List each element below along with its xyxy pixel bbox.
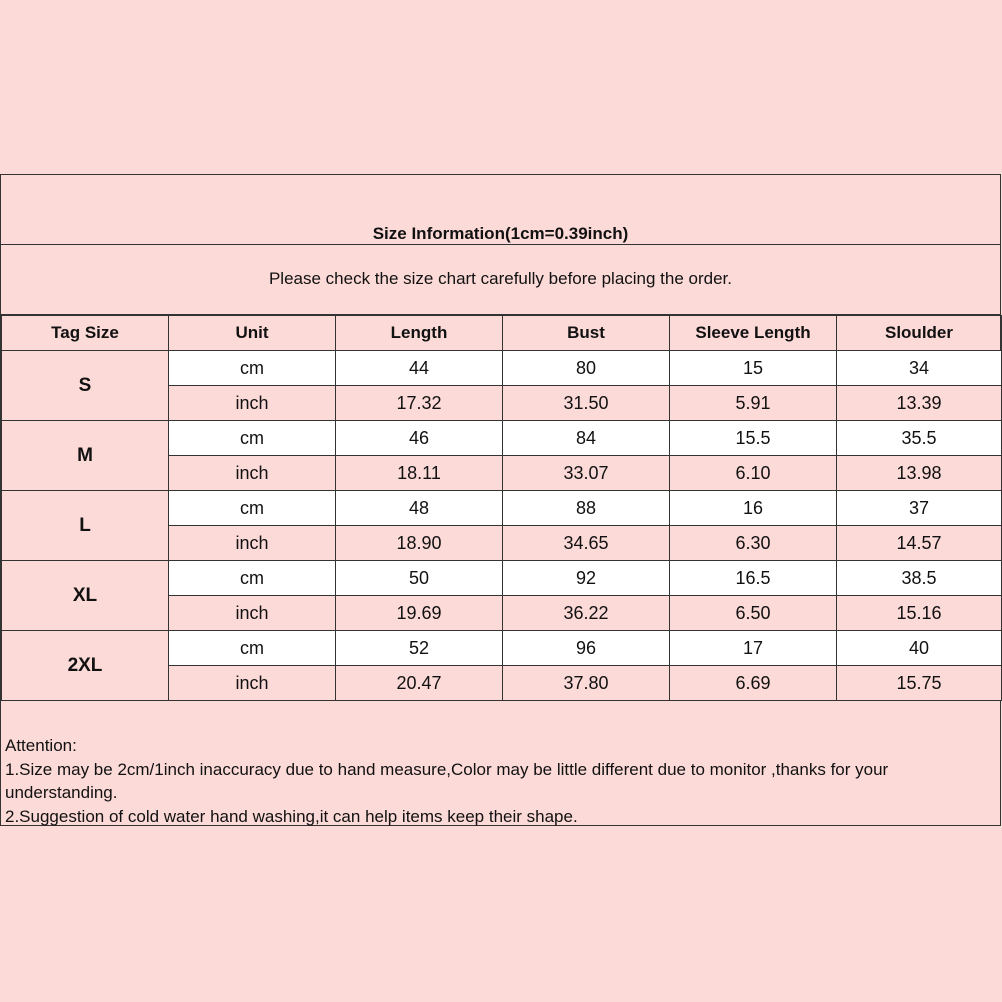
tag-size-2xl: 2XL [2,631,169,701]
unit-cell: inch [169,596,336,631]
bust-cell: 92 [503,561,670,596]
length-cell: 17.32 [336,386,503,421]
size-chart-sheet [0,174,1001,826]
length-cell: 44 [336,351,503,386]
attention-note-1: 1.Size may be 2cm/1inch inaccuracy due to hand measure,Color may be little different due to monitor ,thanks for your understanding. [5,759,889,802]
unit-cell: cm [169,351,336,386]
notice-row [1,245,1000,315]
tag-size-l: L [2,491,169,561]
size-table [1,315,1002,701]
unit-cell: cm [169,631,336,666]
sleeve-length-cell: 6.30 [670,526,837,561]
bust-cell: 31.50 [503,386,670,421]
length-cell: 20.47 [336,666,503,701]
tag-size-m: M [2,421,169,491]
bust-cell: 84 [503,421,670,456]
header-bust: Bust [503,316,670,351]
tag-size-s: S [2,351,169,421]
title-row [1,175,1000,245]
unit-cell: inch [169,666,336,701]
attention-heading: Attention: [5,736,77,755]
bust-cell: 80 [503,351,670,386]
unit-cell: inch [169,386,336,421]
size-chart-title: Size Information(1cm=0.39inch) [372,224,629,243]
shoulder-cell: 15.16 [837,596,1002,631]
bust-cell: 96 [503,631,670,666]
shoulder-cell: 38.5 [837,561,1002,596]
sleeve-length-cell: 15.5 [670,421,837,456]
shoulder-cell: 35.5 [837,421,1002,456]
bust-cell: 37.80 [503,666,670,701]
sleeve-length-cell: 6.50 [670,596,837,631]
sleeve-length-cell: 16.5 [670,561,837,596]
shoulder-cell: 37 [837,491,1002,526]
attention-note-2: 2.Suggestion of cold water hand washing,it can help items keep their shape. [5,806,578,826]
sleeve-length-cell: 6.10 [670,456,837,491]
sleeve-length-cell: 15 [670,351,837,386]
shoulder-cell: 34 [837,351,1002,386]
table-row-2xl-cm [2,631,1002,666]
unit-cell: inch [169,526,336,561]
header-sleeve-length: Sleeve Length [670,316,837,351]
bust-cell: 88 [503,491,670,526]
sleeve-length-cell: 5.91 [670,386,837,421]
table-row-m-cm [2,421,1002,456]
unit-cell: cm [169,561,336,596]
order-notice: Please check the size chart carefully before placing the order. [268,269,733,288]
unit-cell: inch [169,456,336,491]
unit-cell: cm [169,421,336,456]
tag-size-xl: XL [2,561,169,631]
table-row-l-cm [2,491,1002,526]
header-shoulder: Sloulder [837,316,1002,351]
table-header-row [2,316,1002,351]
table-row-s-cm [2,351,1002,386]
unit-cell: cm [169,491,336,526]
shoulder-cell: 15.75 [837,666,1002,701]
header-tag-size: Tag Size [2,316,169,351]
length-cell: 48 [336,491,503,526]
length-cell: 18.90 [336,526,503,561]
length-cell: 19.69 [336,596,503,631]
bust-cell: 36.22 [503,596,670,631]
header-unit: Unit [169,316,336,351]
table-row-xl-cm [2,561,1002,596]
sleeve-length-cell: 6.69 [670,666,837,701]
length-cell: 18.11 [336,456,503,491]
sleeve-length-cell: 16 [670,491,837,526]
sleeve-length-cell: 17 [670,631,837,666]
shoulder-cell: 40 [837,631,1002,666]
bust-cell: 33.07 [503,456,670,491]
shoulder-cell: 13.98 [837,456,1002,491]
length-cell: 50 [336,561,503,596]
bust-cell: 34.65 [503,526,670,561]
length-cell: 52 [336,631,503,666]
shoulder-cell: 13.39 [837,386,1002,421]
attention-notes [5,734,995,828]
shoulder-cell: 14.57 [837,526,1002,561]
length-cell: 46 [336,421,503,456]
header-length: Length [336,316,503,351]
